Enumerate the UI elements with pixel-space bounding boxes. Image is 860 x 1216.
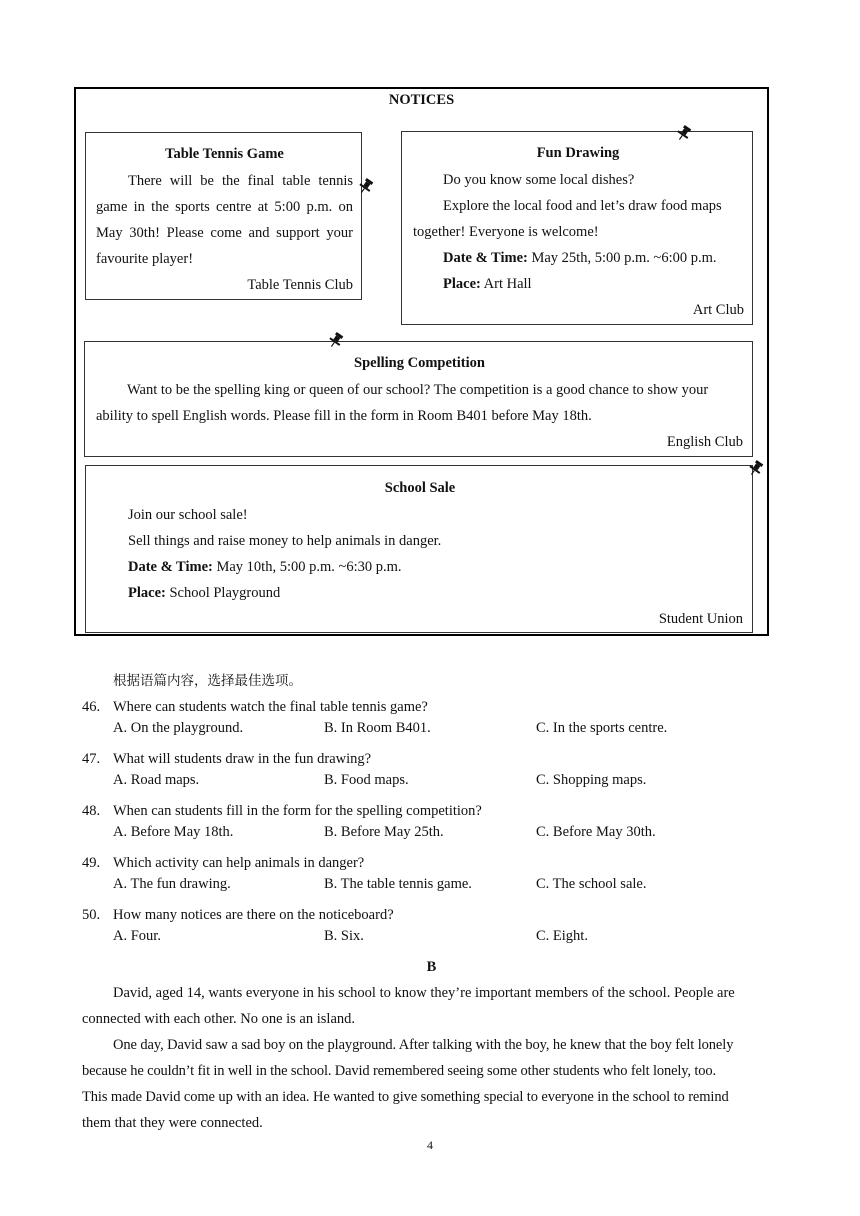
instruction: 根据语篇内容，选择最佳选项。 (113, 673, 302, 689)
notice-line: Sell things and raise money to help animals in danger. (128, 533, 442, 549)
notice-place-line (96, 580, 743, 606)
notice-line: favourite player! (96, 251, 194, 267)
question-number: 50. (82, 907, 101, 923)
passage-line: because he couldn’t fit in well in the school. David remembered seeing some other students who felt lonely, too. (82, 1063, 716, 1079)
notice-date-line (413, 245, 744, 271)
notice-school-sale (85, 465, 753, 633)
notice-signature: Art Club (692, 302, 744, 318)
pushpin-icon (747, 459, 765, 477)
notice-line: Do you know some local dishes? (443, 172, 635, 188)
pushpin-icon (327, 331, 345, 349)
notice-line: There will be the final table tennis (128, 173, 353, 189)
question-48 (82, 798, 782, 850)
place-value: Art Hall (480, 276, 532, 292)
section-heading: B (426, 959, 437, 975)
notice-signature: Table Tennis Club (247, 277, 353, 293)
option-c[interactable]: C. Shopping maps. (536, 772, 647, 788)
passage-line: them that they were connected. (82, 1115, 263, 1131)
notice-line: game in the sports centre at 5:00 p.m. on (96, 199, 353, 215)
notice-line: Join our school sale! (128, 507, 248, 523)
date-value: May 10th, 5:00 p.m. ~6:30 p.m. (212, 559, 402, 575)
place-label: Place: (443, 276, 481, 292)
option-c[interactable]: C. The school sale. (536, 876, 647, 892)
option-a[interactable]: A. Before May 18th. (113, 824, 234, 840)
question-number: 46. (82, 699, 101, 715)
notice-signature: Student Union (658, 611, 743, 627)
passage-line: David, aged 14, wants everyone in his school to know they’re important members of the school. People are (113, 985, 735, 1001)
notice-place-line (413, 271, 744, 297)
page-number: 4 (427, 1138, 433, 1152)
question-49 (82, 850, 782, 902)
notice-title: School Sale (384, 480, 456, 496)
place-label: Place: (128, 585, 166, 601)
question-number: 49. (82, 855, 101, 871)
passage-line: One day, David saw a sad boy on the playground. After talking with the boy, he knew that the boy felt lonely (113, 1037, 734, 1053)
notice-line: Want to be the spelling king or queen of our school? The competition is a good chance to show your (127, 382, 709, 398)
notice-signature: English Club (666, 434, 743, 450)
option-c[interactable]: C. Eight. (536, 928, 588, 944)
question-text: What will students draw in the fun drawing? (113, 751, 372, 767)
passage-line: This made David come up with an idea. He wanted to give something special to everyone in the school to remind (82, 1089, 729, 1105)
option-a[interactable]: A. The fun drawing. (113, 876, 231, 892)
passage (82, 980, 781, 1136)
notice-date-line (96, 554, 743, 580)
option-b[interactable]: B. Food maps. (324, 772, 409, 788)
noticeboard-title: NOTICES (388, 92, 455, 108)
option-b[interactable]: B. Before May 25th. (324, 824, 444, 840)
notice-title: Fun Drawing (536, 145, 620, 161)
notice-line: together! Everyone is welcome! (413, 224, 599, 240)
question-50 (82, 902, 782, 954)
notice-title: Table Tennis Game (165, 146, 284, 162)
question-list (82, 694, 782, 954)
option-b[interactable]: B. In Room B401. (324, 720, 431, 736)
option-a[interactable]: A. Four. (113, 928, 161, 944)
notice-spelling-competition (84, 341, 753, 457)
place-value: School Playground (165, 585, 281, 601)
notice-fun-drawing (401, 131, 753, 325)
option-a[interactable]: A. Road maps. (113, 772, 200, 788)
question-text: How many notices are there on the noticeboard? (113, 907, 394, 923)
question-text: Where can students watch the final table tennis game? (113, 699, 428, 715)
passage-line: connected with each other. No one is an island. (82, 1011, 356, 1027)
option-c[interactable]: C. In the sports centre. (536, 720, 668, 736)
question-text: Which activity can help animals in danger? (113, 855, 365, 871)
notice-line: Explore the local food and let’s draw food maps (443, 198, 722, 214)
question-47 (82, 746, 782, 798)
option-c[interactable]: C. Before May 30th. (536, 824, 656, 840)
question-46 (82, 694, 782, 746)
notice-table-tennis (85, 132, 362, 300)
date-value: May 25th, 5:00 p.m. ~6:00 p.m. (527, 250, 717, 266)
question-text: When can students fill in the form for the spelling competition? (113, 803, 482, 819)
date-label: Date & Time: (128, 559, 213, 575)
date-label: Date & Time: (443, 250, 528, 266)
pushpin-icon (675, 124, 693, 142)
notice-title: Spelling Competition (354, 355, 485, 371)
question-number: 48. (82, 803, 101, 819)
option-a[interactable]: A. On the playground. (113, 720, 244, 736)
pushpin-icon (357, 177, 375, 195)
notice-line: ability to spell English words. Please fill in the form in Room B401 before May 18th. (96, 408, 592, 424)
option-b[interactable]: B. The table tennis game. (324, 876, 472, 892)
option-b[interactable]: B. Six. (324, 928, 364, 944)
notice-line: May 30th! Please come and support your (96, 225, 353, 241)
question-number: 47. (82, 751, 101, 767)
